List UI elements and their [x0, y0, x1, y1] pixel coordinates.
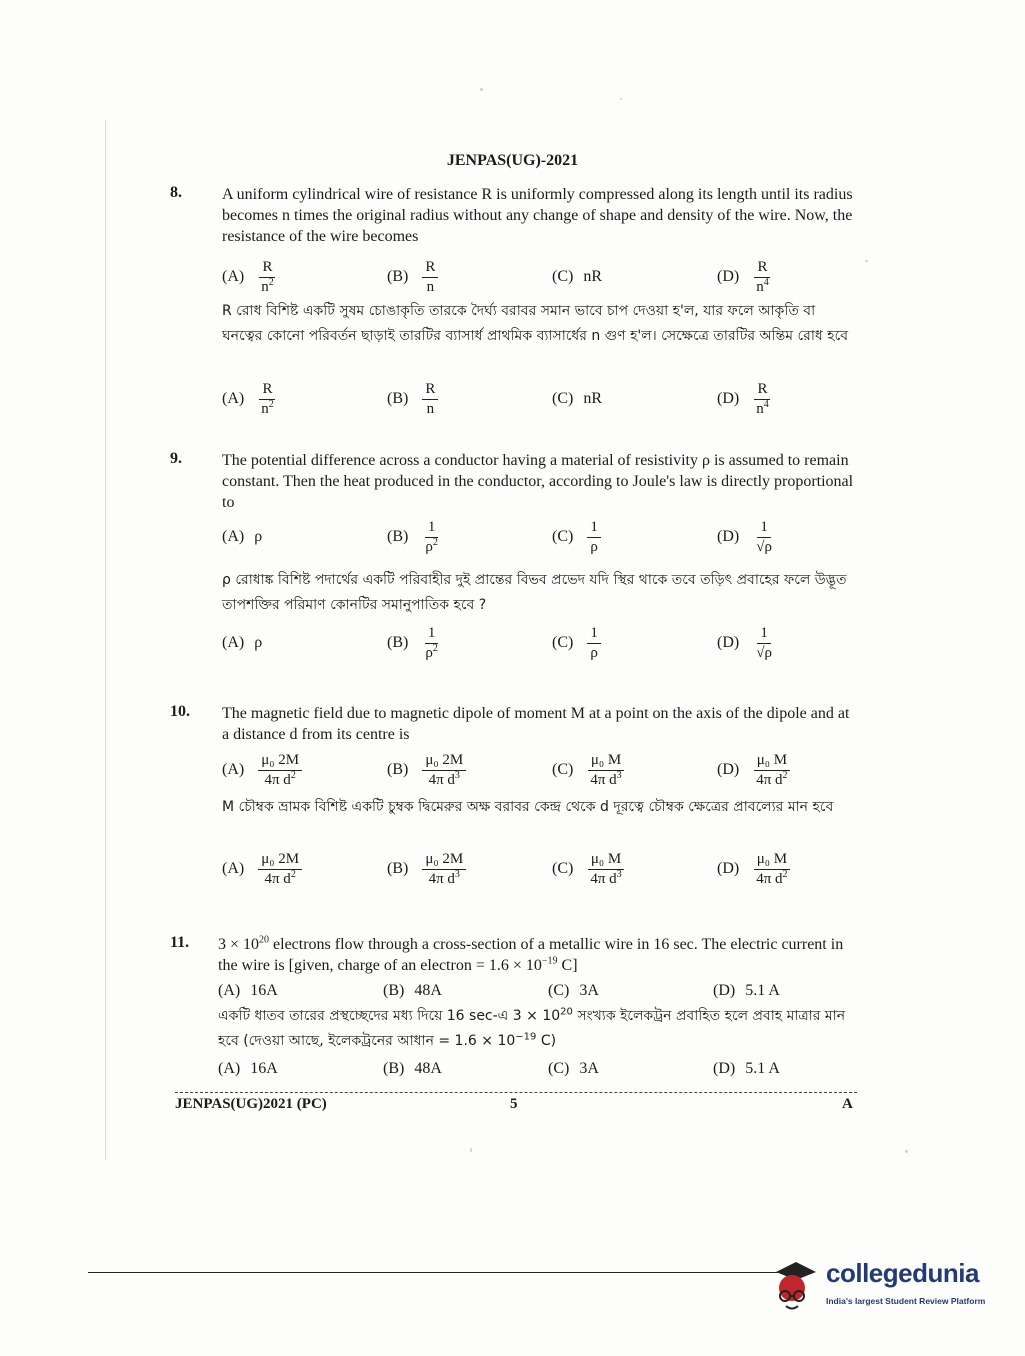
option-value: 3A [579, 1060, 599, 1077]
text-part: সংখ্যক ইলেকট্রন প্রবাহিত হলে প্রবাহ মাত্রার মান হবে (দেওয়া আছে, ইলেকট্রনের আধান = 1.6 × 10 [218, 1008, 846, 1049]
option-label: (C) [552, 761, 574, 778]
option-c [548, 978, 599, 1004]
option-label: (B) [387, 860, 409, 877]
den-exponent: 4 [763, 398, 769, 410]
numerator: μ₀ 2M [422, 851, 466, 870]
question-text-bn: M চৌম্বক ভ্রামক বিশিষ্ট একটি চুম্বক দ্বিমেরুর অক্ষ বরাবর কেন্দ্র থেকে d দূরত্বে চৌম্বক ক্ষেত্রের প্রাবল্যের মান হবে [222, 799, 834, 815]
page-number: 5 [510, 1096, 518, 1112]
option-value: 5.1 A [745, 1060, 780, 1077]
option-label: (A) [222, 860, 245, 877]
option-value: 5.1 A [745, 982, 780, 999]
den-base: 4π d [264, 771, 291, 788]
text-part: electrons flow through a cross-section of a metallic wire in 16 sec. The electric current in the wire is [given, charge of an electron = 1.6 × 10 [218, 936, 844, 974]
option-d [717, 618, 775, 668]
den-base: n [756, 400, 764, 417]
denominator [422, 538, 441, 556]
fraction [422, 259, 438, 296]
question-text-en: The potential difference across a conductor having a material of resistivity ρ is assumed to remain constant. Then the heat produced in the conductor, according to Joule's law is directly proportional to [222, 452, 854, 511]
numerator: R [259, 259, 275, 278]
question-text-bn [218, 1004, 854, 1054]
option-a [222, 844, 302, 894]
fraction [422, 519, 441, 556]
option-label: (D) [717, 390, 740, 407]
option-label: (D) [717, 860, 740, 877]
option-a [222, 618, 262, 668]
option-value: 16A [250, 1060, 278, 1077]
numerator: μ₀ M [588, 851, 624, 870]
den-base: n [261, 278, 269, 295]
scan-speck [470, 1148, 472, 1152]
fraction [422, 851, 466, 888]
numerator: 1 [757, 519, 771, 538]
options-bn [222, 618, 852, 668]
option-label: (D) [713, 1060, 736, 1077]
option-b [383, 1056, 442, 1082]
den-exponent: 2 [290, 769, 296, 781]
option-label: (C) [548, 982, 570, 999]
option-label: (D) [717, 268, 740, 285]
options-en [222, 252, 852, 302]
footer-code: JENPAS(UG)2021 (PC) [175, 1096, 327, 1112]
option-b [387, 374, 438, 424]
question-number: 8. [170, 184, 182, 201]
question-text-bn: R রোধ বিশিষ্ট একটি সুষম চোঙাকৃতি তারকে দৈর্ঘ্য বরাবর সমান ভাবে চাপ দেওয়া হ'ল, যার ফলে আকৃতি বা ঘনত্বের কোনো পরিবর্তন ছাড়াই তারটির ব্যাসার্ধ প্রাথমিক ব্যাসার্ধের n গুণ হ'ল। সেক্ষেত্রে তারটির অন্তিম রোধ হবে [222, 303, 848, 344]
option-c [552, 618, 601, 668]
option-label: (C) [552, 268, 574, 285]
option-label: (C) [552, 528, 574, 545]
question-text-en [218, 934, 854, 976]
text-part: C] [557, 957, 578, 974]
option-b [387, 844, 466, 894]
watermark-rule [88, 1272, 778, 1273]
denominator [753, 771, 790, 789]
option-c [548, 1056, 599, 1082]
option-c [552, 745, 625, 795]
exponent: 20 [259, 934, 270, 946]
option-label: (B) [387, 390, 409, 407]
denominator [426, 870, 463, 888]
option-c [552, 844, 625, 894]
den-exponent: 2 [268, 398, 274, 410]
den-base: 4π d [264, 870, 291, 887]
option-b [387, 745, 466, 795]
denominator: n [426, 278, 435, 295]
option-label: (D) [713, 982, 736, 999]
option-b [387, 252, 438, 302]
numerator: 1 [587, 519, 601, 538]
denominator: n [426, 400, 435, 417]
option-c [552, 374, 602, 424]
den-exponent: 2 [432, 536, 438, 548]
den-exponent: 3 [454, 769, 460, 781]
option-a [222, 374, 277, 424]
option-a [218, 1056, 278, 1082]
scan-speck [480, 88, 483, 91]
denominator [258, 278, 277, 296]
option-label: (C) [552, 860, 574, 877]
booklet-set: A [842, 1096, 853, 1112]
den-exponent: 2 [782, 868, 788, 880]
option-value: ρ [254, 528, 263, 545]
fraction [753, 381, 772, 418]
den-exponent: 3 [616, 769, 622, 781]
numerator: 1 [757, 625, 771, 644]
option-label: (B) [383, 982, 405, 999]
fraction [587, 625, 601, 662]
numerator: 1 [425, 519, 439, 538]
den-exponent: 3 [616, 868, 622, 880]
footer-divider [175, 1092, 857, 1093]
option-d [717, 512, 775, 562]
den-exponent: 4 [763, 276, 769, 288]
options-en [222, 512, 852, 562]
fraction [753, 625, 775, 662]
option-a [222, 512, 262, 562]
option-label: (C) [548, 1060, 570, 1077]
numerator: μ₀ M [754, 752, 790, 771]
collegedunia-logo [768, 1250, 998, 1320]
numerator: μ₀ 2M [422, 752, 466, 771]
numerator: μ₀ 2M [258, 752, 302, 771]
option-label: (C) [552, 634, 574, 651]
denominator [587, 870, 624, 888]
den-base: ρ [425, 644, 433, 661]
text-part: 3 × 10 [218, 936, 260, 953]
den-exponent: 2 [782, 769, 788, 781]
denominator: ρ [590, 538, 598, 555]
option-label: (B) [383, 1060, 405, 1077]
options-en [222, 745, 852, 795]
den-exponent: 3 [454, 868, 460, 880]
numerator: 1 [587, 625, 601, 644]
option-label: (A) [222, 390, 245, 407]
option-d [717, 252, 772, 302]
option-label: (A) [218, 982, 241, 999]
option-d [713, 1056, 780, 1082]
numerator: μ₀ 2M [258, 851, 302, 870]
question-number: 10. [170, 703, 190, 720]
exponent: −19 [541, 955, 558, 967]
den-exponent: 2 [290, 868, 296, 880]
option-label: (A) [222, 634, 245, 651]
option-label: (A) [222, 528, 245, 545]
question-text-en: A uniform cylindrical wire of resistance R is uniformly compressed along its length until its radius becomes n times the original radius without any change of shape and density of the wire. Now, the resistance of the wire becomes [222, 186, 853, 245]
den-base: n [261, 400, 269, 417]
den-base: 4π d [756, 771, 783, 788]
option-value: 3A [579, 982, 599, 999]
question-number: 11. [170, 934, 190, 951]
denominator [426, 771, 463, 789]
numerator: μ₀ M [588, 752, 624, 771]
brand-name: collegedunia [826, 1258, 979, 1288]
den-base: n [756, 278, 764, 295]
fraction [753, 752, 790, 789]
question-text-en: The magnetic field due to magnetic dipole of moment M at a point on the axis of the dipole and at a distance d from its centre is [222, 705, 850, 743]
option-label: (B) [387, 268, 409, 285]
denominator [258, 400, 277, 418]
fraction [587, 752, 624, 789]
fraction [258, 851, 302, 888]
text-part: C) [536, 1033, 557, 1049]
options-en [218, 978, 848, 1004]
options-bn [222, 844, 852, 894]
fraction [422, 752, 466, 789]
numerator: R [754, 259, 770, 278]
den-exponent: 2 [432, 642, 438, 654]
fraction [422, 381, 438, 418]
denominator: √ρ [756, 538, 772, 555]
fraction [753, 851, 790, 888]
denominator [261, 771, 298, 789]
option-value: 48A [414, 1060, 442, 1077]
option-d [717, 844, 791, 894]
scan-speck [865, 260, 868, 262]
denominator [422, 644, 441, 662]
option-value: 16A [250, 982, 278, 999]
denominator [753, 278, 772, 296]
option-label: (B) [387, 528, 409, 545]
den-base: 4π d [590, 771, 617, 788]
option-label: (D) [717, 528, 740, 545]
numerator: R [259, 381, 275, 400]
option-value: 48A [414, 982, 442, 999]
exponent: 20 [560, 1006, 573, 1018]
denominator: √ρ [756, 644, 772, 661]
numerator: 1 [425, 625, 439, 644]
text-part: একটি ধাতব তারের প্রস্থচ্ছেদের মধ্য দিয়ে 16 sec-এ 3 × 10 [218, 1008, 561, 1024]
numerator: R [422, 381, 438, 400]
option-c [552, 512, 601, 562]
question-number: 9. [170, 450, 182, 467]
options-bn [218, 1056, 848, 1082]
mascot-icon [768, 1258, 818, 1312]
option-label: (A) [218, 1060, 241, 1077]
option-c [552, 252, 602, 302]
option-value: ρ [254, 634, 263, 651]
fraction [258, 259, 277, 296]
fraction [258, 381, 277, 418]
option-b [383, 978, 442, 1004]
option-d [717, 745, 791, 795]
option-b [387, 618, 441, 668]
option-value: nR [583, 390, 602, 407]
den-base: 4π d [756, 870, 783, 887]
numerator: μ₀ M [754, 851, 790, 870]
option-label: (B) [387, 761, 409, 778]
fraction [587, 851, 624, 888]
den-exponent: 2 [268, 276, 274, 288]
question-text-bn: ρ রোধাঙ্ক বিশিষ্ট পদার্থের একটি পরিবাহীর দুই প্রান্তের বিভব প্রভেদ যদি স্থির থাকে তবে তড়িৎ প্রবাহের ফলে উদ্ভূত তাপশক্তির পরিমাণ কোনটির সমানুপাতিক হবে ? [222, 572, 847, 613]
denominator: ρ [590, 644, 598, 661]
den-base: ρ [425, 538, 433, 555]
fraction [587, 519, 601, 556]
denominator [587, 771, 624, 789]
option-label: (C) [552, 390, 574, 407]
options-bn [222, 374, 852, 424]
option-a [222, 745, 302, 795]
option-label: (D) [717, 634, 740, 651]
brand-tagline: India's largest Student Review Platform [826, 1296, 986, 1306]
option-label: (D) [717, 761, 740, 778]
denominator [753, 400, 772, 418]
fraction [422, 625, 441, 662]
fraction [753, 519, 775, 556]
numerator: R [754, 381, 770, 400]
option-d [713, 978, 780, 1004]
denominator [261, 870, 298, 888]
denominator [753, 870, 790, 888]
exam-header: JENPAS(UG)-2021 [446, 152, 579, 169]
den-base: 4π d [590, 870, 617, 887]
numerator: R [422, 259, 438, 278]
option-label: (B) [387, 634, 409, 651]
option-label: (A) [222, 761, 245, 778]
option-value: nR [583, 268, 602, 285]
option-a [218, 978, 278, 1004]
den-base: 4π d [428, 870, 455, 887]
scan-speck [905, 1150, 908, 1153]
scan-speck [620, 98, 622, 100]
fraction [753, 259, 772, 296]
option-d [717, 374, 772, 424]
binder-line [105, 120, 106, 1160]
option-a [222, 252, 277, 302]
fraction [258, 752, 302, 789]
exponent: −19 [515, 1031, 537, 1043]
option-b [387, 512, 441, 562]
den-base: 4π d [428, 771, 455, 788]
option-label: (A) [222, 268, 245, 285]
